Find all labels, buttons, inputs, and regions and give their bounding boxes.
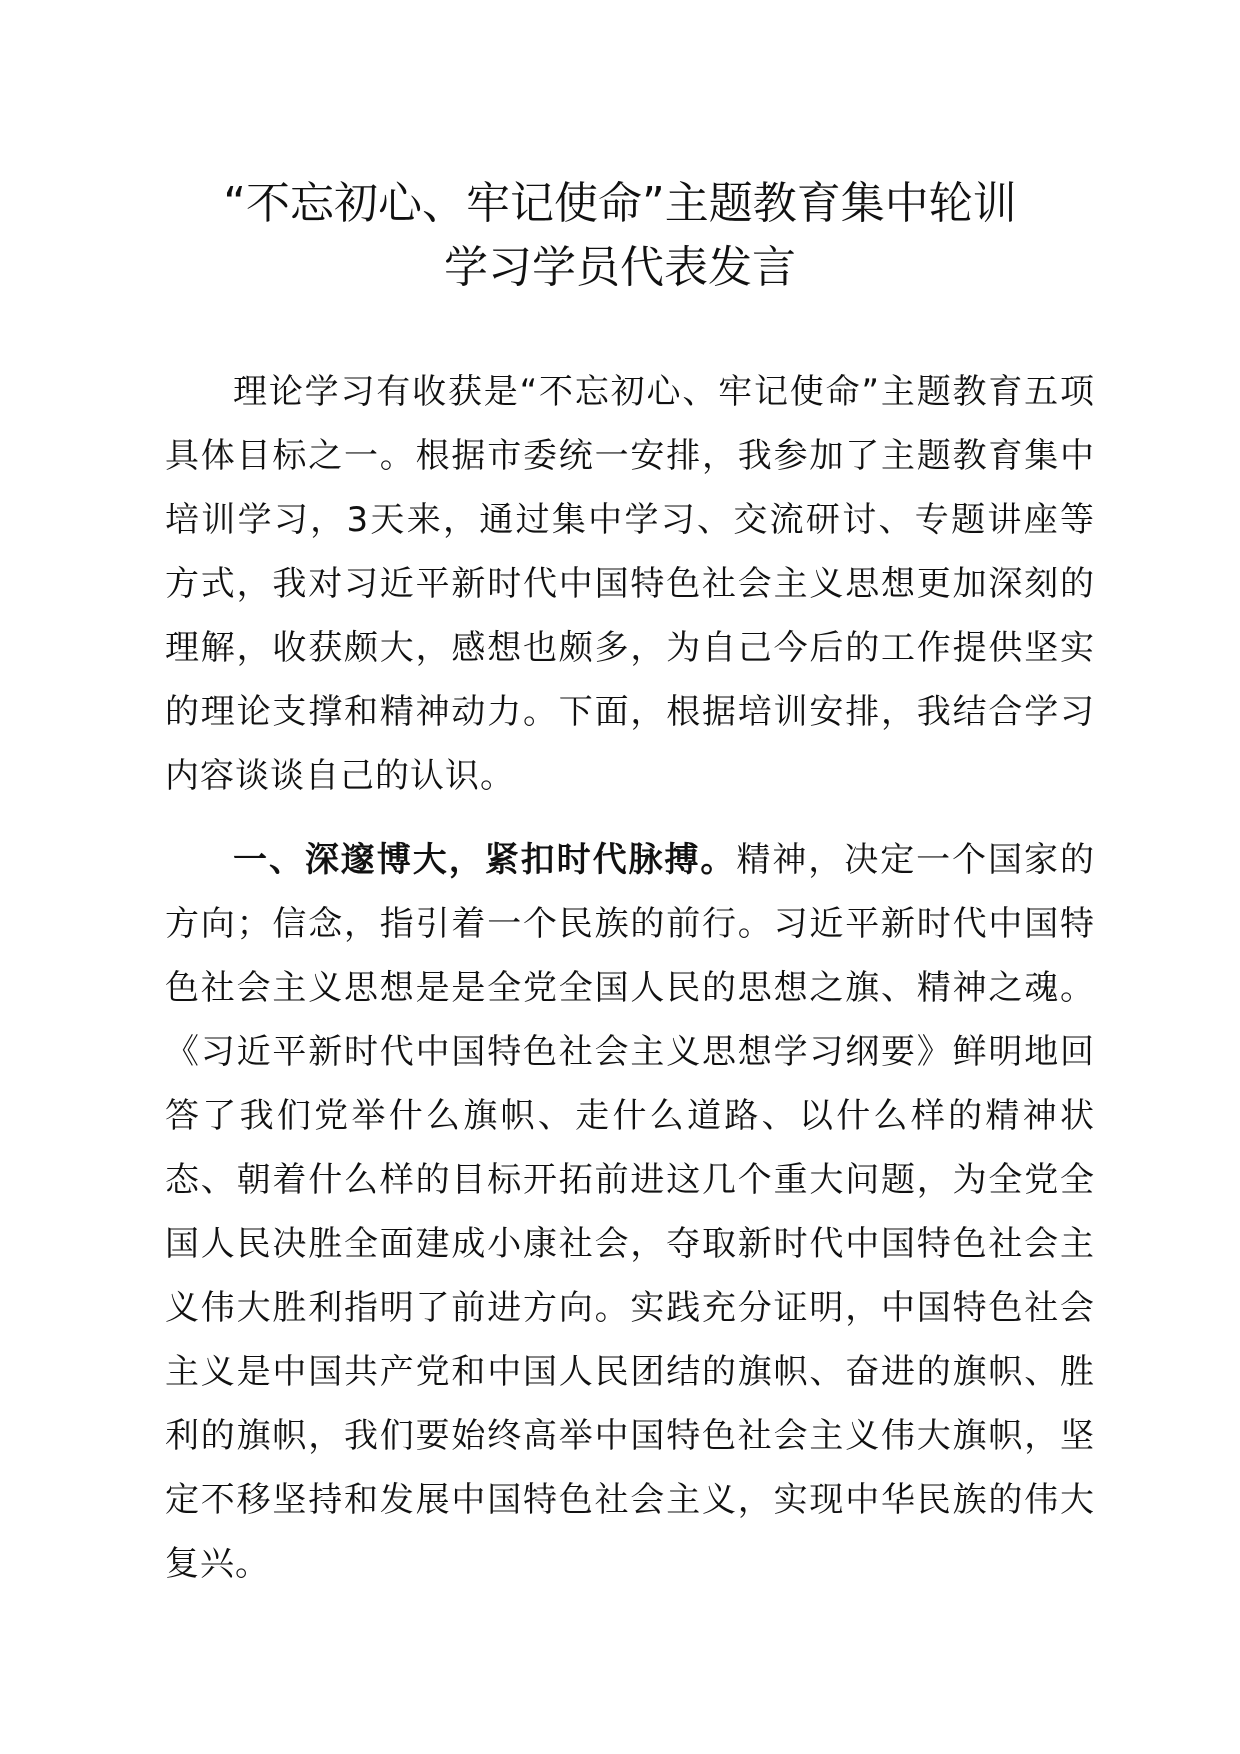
- intro-paragraph: 理论学习有收获是“不忘初心、牢记使命”主题教育五项具体目标之一。根据市委统一安排，我参加了主题教育集中培训学习，3天来，通过集中学习、交流研讨、专题讲座等方式，我对习近平新时代中国特色社会主义思想更加深刻的理解，收获颇大，感想也颇多，为自己今后的工作提供坚实的理论支撑和精神动力。下面，根据培训安排，我结合学习内容谈谈自己的认识。: [165, 372, 1095, 796]
- section-1-heading: 一、深邃博大，紧扣时代脉搏。: [233, 840, 737, 880]
- title-line-1: “不忘初心、牢记使命”主题教育集中轮训: [223, 178, 1017, 229]
- section-1-paragraph: [165, 828, 1095, 1596]
- section-1-body: 精神，决定一个国家的方向；信念，指引着一个民族的前行。习近平新时代中国特色社会主义思想是是全党全国人民的思想之旗、精神之魂。《习近平新时代中国特色社会主义思想学习纲要》鲜明地回答了我们党举什么旗帜、走什么道路、以什么样的精神状态、朝着什么样的目标开拓前进这几个重大问题，为全党全国人民决胜全面建成小康社会，夺取新时代中国特色社会主义伟大胜利指明了前进方向。实践充分证明，中国特色社会主义是中国共产党和中国人民团结的旗帜、奋进的旗帜、胜利的旗帜，我们要始终高举中国特色社会主义伟大旗帜，坚定不移坚持和发展中国特色社会主义，实现中华民族的伟大复兴。: [165, 840, 1095, 1584]
- document-title: [150, 172, 1090, 300]
- title-line-2: 学习学员代表发言: [444, 242, 796, 293]
